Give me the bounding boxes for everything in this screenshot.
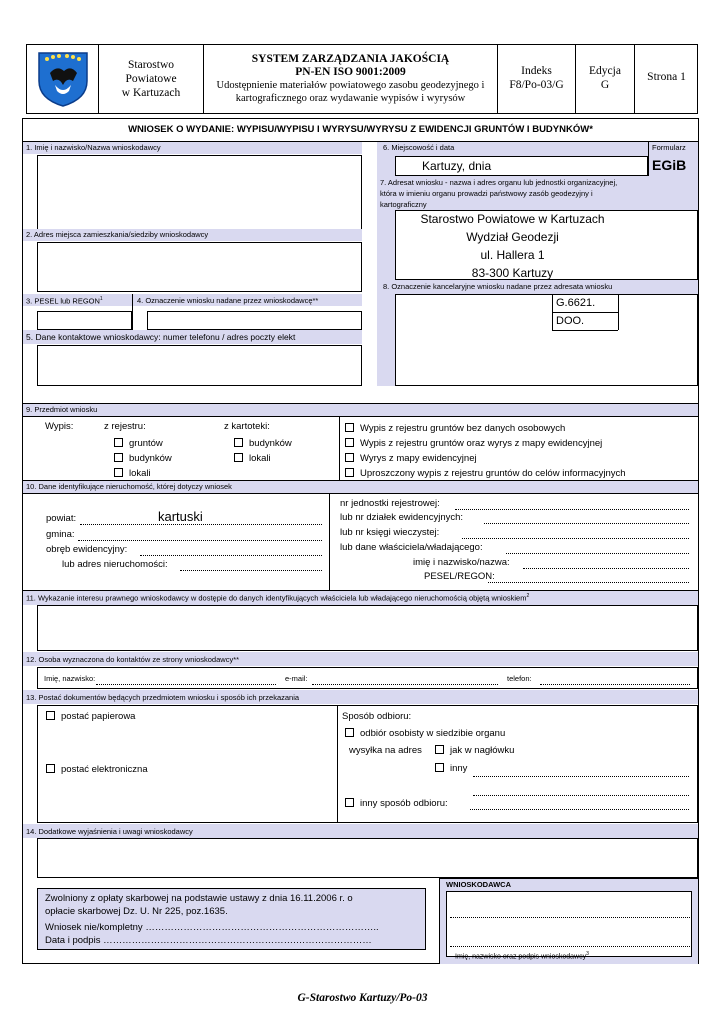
form-type-label: Formularz [652,143,686,152]
contact-person-row [37,667,698,689]
checkbox[interactable] [114,453,123,462]
land-register-label: lub nr księgi wieczystej: [340,527,440,538]
checkbox[interactable] [345,423,354,432]
county-value[interactable]: kartuski [158,509,203,524]
owner-data-label: lub dane właściciela/władającego: [340,542,483,553]
form-code: EGiB [652,157,687,173]
applicant-heading: WNIOSKODAWCA [446,880,511,889]
system-title: SYSTEM ZARZĄDZANIA JAKOŚCIĄ [251,53,450,65]
precinct-label: obręb ewidencyjny: [46,544,128,555]
register-option-buildings[interactable]: budynków [114,451,172,466]
checkbox[interactable] [345,798,354,807]
checkbox[interactable] [234,438,243,447]
register-option-plots[interactable]: gruntów [114,436,172,451]
cards-option-premises[interactable]: lokali [234,451,292,466]
procedure-description: Udostępnienie materiałów powiatowego zasobu geodezyjnego i [216,80,485,91]
other-method-option[interactable]: inny sposób odbioru: [345,798,448,809]
office-reference-code: G.6621. [556,297,596,309]
mail-delivery-label: wysyłka na adres [349,745,422,756]
index-value: F8/Po-03/G [509,79,564,91]
checkbox[interactable] [46,764,55,773]
index-label: Indeks [521,65,552,77]
checkbox[interactable] [46,711,55,720]
owner-pesel-label: PESEL/REGON: [424,571,495,582]
applicant-address-field[interactable] [37,242,362,292]
applicant-name-field[interactable] [37,155,362,230]
personal-pickup-option[interactable]: odbiór osobisty w siedzibie organu [345,728,505,739]
register-option-premises[interactable]: lokali [114,466,172,481]
request-type-option[interactable]: Wypis z rejestru gruntów oraz wyrys z mapy ewidencyjnej [345,436,626,451]
applicant-reference-field[interactable] [147,311,362,330]
commune-label: gmina: [46,529,75,540]
checkbox[interactable] [345,453,354,462]
procedure-description: kartograficznego oraz wydawanie wypisów i wyrysów [235,93,466,104]
registry-unit-label: nr jednostki rejestrowej: [340,498,440,509]
legal-interest-field[interactable] [37,605,698,651]
field-12-label: 12. Osoba wyznaczona do kontaktów ze strony wnioskodawcy** [26,655,240,664]
parcel-numbers-label: lub nr działek ewidencyjnych: [340,512,464,523]
other-address-option[interactable]: inny [435,763,467,774]
contact-name-label: Imię, nazwisko: [44,674,96,683]
as-in-header-option[interactable]: jak w nagłówku [435,745,514,756]
from-cards-label: z kartoteki: [224,421,270,432]
field-7-label: która w imieniu organu prowadzi państwowy zasób geodezyjny i [380,189,593,198]
field-3-label: 3. PESEL lub REGON$^1$ [26,296,103,306]
checkbox[interactable] [435,763,444,772]
edition-value: G [600,79,610,91]
office-name-line: w Kartuzach [121,87,181,99]
field-7-label: 7. Adresat wniosku - nazwa i adres organu lub jednostki organizacyjnej, [380,178,618,187]
office-reference-field[interactable] [395,294,698,386]
checkbox[interactable] [345,468,354,477]
checkbox[interactable] [234,453,243,462]
delivery-method-label: Sposób odbioru: [342,711,412,722]
coat-of-arms-logo [37,51,89,107]
office-reference-code: DOO. [556,315,585,327]
request-type-option[interactable]: Wypis z rejestru gruntów bez danych osobowych [345,421,626,436]
wypis-label: Wypis: [45,421,74,432]
page-number: Strona 1 [647,71,686,83]
field-4-label: 4. Oznaczenie wniosku nadane przez wnioskodawcę** [137,296,319,305]
contact-details-field[interactable] [37,345,362,386]
field-7-label: kartograficzny [380,200,427,209]
standard-name: PN-EN ISO 9001:2009 [295,66,406,78]
field-11-label: 11. Wykazanie interesu prawnego wnioskodawcy w dostępie do danych identyfikujących właściciela lub władającego nieruchomością objętą wnioskiem$^2$ [26,593,530,603]
date-signature-line: Data i podpis …………………………………………………….…………………… [45,935,372,946]
field-1-label: 1. Imię i nazwisko/Nazwa wnioskodawcy [26,143,161,152]
page-footer: G-Starostwo Kartuzy/Po-03 [297,992,428,1004]
fee-exemption-text: opłacie skarbowej Dz. U. Nr 225, poz.1635. [45,906,228,917]
field-5-label: 5. Dane kontaktowe wnioskodawcy: numer telefonu / adres poczty elekt [26,332,296,342]
field-8-label: 8. Oznaczenie kancelaryjne wniosku nadane przez adresata wniosku [383,282,613,291]
checkbox[interactable] [345,438,354,447]
field-10-label: 10. Dane identyfikujące nieruchomość, której dotyczy wniosek [26,482,232,491]
field-9-label: 9. Przedmiot wniosku [26,405,98,414]
request-type-option[interactable]: Uproszczony wypis z rejestru gruntów do celów informacyjnych [345,466,626,481]
contact-email-label: e-mail: [285,674,308,683]
checkbox[interactable] [114,438,123,447]
field-13-label: 13. Postać dokumentów będących przedmiotem wniosku i sposób ich przekazania [26,693,300,702]
county-label: powiat: [46,513,77,524]
signature-label: Imię, nazwisko oraz podpis wnioskodawcy$^3$ [455,951,589,961]
addressee-line: ul. Hallera 1 [480,248,545,262]
property-address-label: lub adres nieruchomości: [62,559,168,570]
edition-label: Edycja [589,65,621,77]
owner-name-label: imię i nazwisko/nazwa: [413,557,510,568]
paper-option[interactable]: postać papierowa [46,711,135,722]
addressee-line: Wydział Geodezji [466,230,559,244]
addressee-line: Starostwo Powiatowe w Kartuzach [420,212,605,226]
contact-phone-label: telefon: [507,674,532,683]
pesel-regon-field[interactable] [37,311,132,330]
office-name-line: Starostwo [128,59,174,71]
completeness-line: Wniosek nie/kompletny ……………………………………………………………….. [45,922,379,933]
checkbox[interactable] [114,468,123,477]
office-name-line: Powiatowe [125,73,177,85]
addressee-line: 83-300 Kartuzy [471,266,554,280]
from-register-label: z rejestru: [104,421,146,432]
checkbox[interactable] [435,745,444,754]
request-type-option[interactable]: Wyrys z mapy ewidencyjnej [345,451,626,466]
field-2-label: 2. Adres miejsca zamieszkania/siedziby wnioskodawcy [26,230,209,239]
place-date-value[interactable]: Kartuzy, dnia [422,159,492,173]
form-title: WNIOSEK O WYDANIE: WYPISU/WYPISU I WYRYSU/WYRYSU Z EWIDENCJI GRUNTÓW I BUDYNKÓW* [128,124,593,135]
field-6-label: 6. Miejscowość i data [383,143,455,152]
field-14-label: 14. Dodatkowe wyjaśnienia i uwagi wnioskodawcy [26,827,193,836]
remarks-field[interactable] [37,838,698,878]
checkbox[interactable] [345,728,354,737]
fee-exemption-text: Zwolniony z opłaty skarbowej na podstawie ustawy z dnia 16.11.2006 r. o [45,893,353,904]
electronic-option[interactable]: postać elektroniczna [46,764,148,775]
cards-option-buildings[interactable]: budynków [234,436,292,451]
